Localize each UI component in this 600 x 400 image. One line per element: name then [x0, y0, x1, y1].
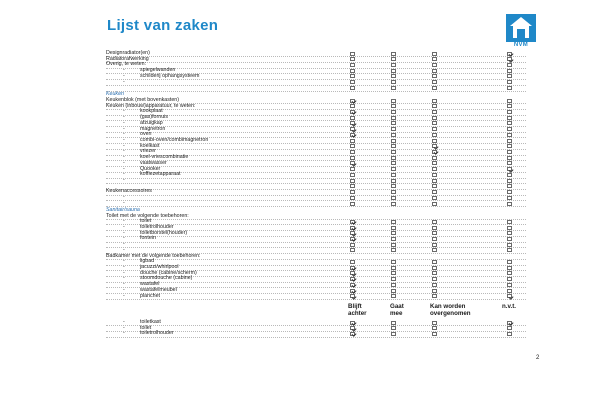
checkbox-nvt[interactable] [507, 283, 512, 287]
rows-label: kookplaat [140, 108, 163, 115]
rows-label: Sanitair/sauna [106, 206, 140, 213]
rows-label: (gas)fornuis [140, 114, 168, 121]
row-dash: - [123, 108, 125, 115]
rows-label: stoomdouche (cabine) [140, 275, 193, 282]
bottom_rows-label: toilet [140, 324, 152, 331]
checkbox-kan-worden-overgenomen[interactable] [432, 283, 437, 287]
checkbox-blijft-achter[interactable] [350, 260, 355, 264]
checkbox-blijft-achter[interactable] [350, 332, 355, 336]
column-header-nvt: n.v.t. [502, 303, 516, 310]
row-dash: - [123, 114, 125, 121]
checkbox-gaat-mee[interactable] [391, 190, 396, 194]
rows-label: afzuigkap [140, 119, 163, 126]
checkbox-nvt[interactable] [507, 52, 512, 56]
checkbox-blijft-achter[interactable] [350, 104, 355, 108]
rows-label: magnetron [140, 125, 166, 132]
checkbox-blijft-achter[interactable] [350, 167, 355, 171]
checkbox-nvt[interactable] [507, 139, 512, 143]
checkbox-gaat-mee[interactable] [391, 144, 396, 148]
checkbox-nvt[interactable] [507, 294, 512, 298]
checkbox-blijft-achter[interactable] [350, 156, 355, 160]
row-dash: - [123, 125, 125, 132]
checkbox-blijft-achter[interactable] [350, 99, 355, 103]
checkbox-gaat-mee[interactable] [391, 277, 396, 281]
row-dash: - [123, 269, 125, 276]
checkbox-nvt[interactable] [507, 144, 512, 148]
column-header-blijft-achter: Blijft achter [348, 303, 367, 317]
row-divider [106, 79, 526, 80]
checkbox-gaat-mee[interactable] [391, 167, 396, 171]
row-divider [106, 242, 526, 243]
row-dash: - [123, 218, 125, 225]
row-dash: - [123, 281, 125, 288]
row-divider [106, 149, 526, 150]
row-divider [106, 282, 526, 283]
checkbox-kan-worden-overgenomen[interactable] [432, 196, 437, 200]
checkbox-gaat-mee[interactable] [391, 57, 396, 61]
checkbox-kan-worden-overgenomen[interactable] [432, 289, 437, 293]
checkbox-gaat-mee[interactable] [391, 74, 396, 78]
checkbox-gaat-mee[interactable] [391, 294, 396, 298]
checkbox-blijft-achter[interactable] [350, 196, 355, 200]
checkbox-blijft-achter[interactable] [350, 326, 355, 330]
checkbox-blijft-achter[interactable] [350, 184, 355, 188]
checkbox-gaat-mee[interactable] [391, 69, 396, 73]
rows-label: wastafelmeubel [140, 286, 177, 293]
checkbox-blijft-achter[interactable] [350, 110, 355, 114]
checkbox-kan-worden-overgenomen[interactable] [432, 139, 437, 143]
checkbox-blijft-achter[interactable] [350, 133, 355, 137]
rows-label: jacuzzi/whirlpool [140, 264, 179, 271]
row-divider [106, 109, 526, 110]
checkbox-blijft-achter[interactable] [350, 294, 355, 298]
row-dash: - [123, 292, 125, 299]
checkbox-blijft-achter[interactable] [350, 52, 355, 56]
row-dash: - [123, 171, 125, 178]
checkbox-kan-worden-overgenomen[interactable] [432, 332, 437, 336]
row-divider [106, 206, 526, 207]
row-dash: - [123, 264, 125, 271]
rows-label: Keukenaccessoires [106, 188, 152, 195]
checkbox-blijft-achter[interactable] [350, 237, 355, 241]
checkbox-gaat-mee[interactable] [391, 237, 396, 241]
checkbox-kan-worden-overgenomen[interactable] [432, 167, 437, 171]
checkbox-blijft-achter[interactable] [350, 243, 355, 247]
row-divider [106, 195, 526, 196]
row-dash: - [123, 229, 125, 236]
checkbox-blijft-achter[interactable] [350, 173, 355, 177]
row-divider [106, 293, 526, 294]
rows-label: Toilet met de volgende toebehoren: [106, 212, 189, 219]
house-icon [506, 14, 536, 42]
checkbox-kan-worden-overgenomen[interactable] [432, 266, 437, 270]
checkbox-blijft-achter[interactable] [350, 127, 355, 131]
row-dash: - [123, 330, 125, 337]
checkbox-blijft-achter[interactable] [350, 202, 355, 206]
checkbox-blijft-achter[interactable] [350, 226, 355, 230]
checkbox-gaat-mee[interactable] [391, 139, 396, 143]
checkbox-kan-worden-overgenomen[interactable] [432, 321, 437, 325]
row-dash: - [123, 159, 125, 166]
checkbox-kan-worden-overgenomen[interactable] [432, 116, 437, 120]
checkbox-nvt[interactable] [507, 167, 512, 171]
checkbox-kan-worden-overgenomen[interactable] [432, 220, 437, 224]
row-divider [106, 178, 526, 179]
checkbox-gaat-mee[interactable] [391, 289, 396, 293]
checkbox-nvt[interactable] [507, 277, 512, 281]
checkbox-kan-worden-overgenomen[interactable] [432, 121, 437, 125]
checkbox-gaat-mee[interactable] [391, 243, 396, 247]
row-divider [106, 126, 526, 127]
checkbox-nvt[interactable] [507, 332, 512, 336]
checkbox-nvt[interactable] [507, 260, 512, 264]
checkbox-kan-worden-overgenomen[interactable] [432, 86, 437, 90]
checkbox-kan-worden-overgenomen[interactable] [432, 133, 437, 137]
row-dash: - [123, 324, 125, 331]
row-dash: - [123, 67, 125, 74]
checkbox-gaat-mee[interactable] [391, 196, 396, 200]
checkbox-gaat-mee[interactable] [391, 161, 396, 165]
checkbox-blijft-achter[interactable] [350, 179, 355, 183]
checkbox-kan-worden-overgenomen[interactable] [432, 179, 437, 183]
rows-label: Badkamer met de volgende toebehoren: [106, 252, 201, 259]
checkbox-gaat-mee[interactable] [391, 220, 396, 224]
checkbox-gaat-mee[interactable] [391, 248, 396, 252]
checkbox-blijft-achter[interactable] [350, 190, 355, 194]
row-divider [106, 219, 526, 220]
checkbox-gaat-mee[interactable] [391, 184, 396, 188]
checkbox-blijft-achter[interactable] [350, 277, 355, 281]
checkbox-nvt[interactable] [507, 80, 512, 84]
checkbox-blijft-achter[interactable] [350, 57, 355, 61]
checkbox-gaat-mee[interactable] [391, 80, 396, 84]
rows-label: koel-vriescombinatie [140, 154, 189, 161]
checkbox-kan-worden-overgenomen[interactable] [432, 127, 437, 131]
row-divider [106, 299, 526, 300]
checkbox-gaat-mee[interactable] [391, 173, 396, 177]
checkbox-kan-worden-overgenomen[interactable] [432, 190, 437, 194]
rows-label: fontein [140, 235, 156, 242]
rows-label: Keuken (inbouw)apparatuur, te weten: [106, 102, 196, 109]
checkbox-kan-worden-overgenomen[interactable] [432, 260, 437, 264]
checkbox-gaat-mee[interactable] [391, 104, 396, 108]
rows-label: Overig, te weten: [106, 61, 147, 68]
checkbox-blijft-achter[interactable] [350, 289, 355, 293]
bottom_rows-label: toiletrolhouder [140, 330, 174, 337]
checkbox-kan-worden-overgenomen[interactable] [432, 202, 437, 206]
checkbox-gaat-mee[interactable] [391, 326, 396, 330]
checkbox-gaat-mee[interactable] [391, 179, 396, 183]
checkbox-blijft-achter[interactable] [350, 144, 355, 148]
checkbox-gaat-mee[interactable] [391, 260, 396, 264]
checkbox-gaat-mee[interactable] [391, 116, 396, 120]
row-dash: - [123, 319, 125, 325]
checkbox-kan-worden-overgenomen[interactable] [432, 184, 437, 188]
checkbox-kan-worden-overgenomen[interactable] [432, 63, 437, 67]
checkbox-kan-worden-overgenomen[interactable] [432, 150, 437, 154]
checkbox-blijft-achter[interactable] [350, 271, 355, 275]
checkbox-kan-worden-overgenomen[interactable] [432, 248, 437, 252]
rows-label: koffiezetapparaat [140, 171, 181, 178]
checkbox-nvt[interactable] [507, 116, 512, 120]
checkbox-nvt[interactable] [507, 63, 512, 67]
logo-text: NVM [513, 42, 529, 48]
checkbox-gaat-mee[interactable] [391, 86, 396, 90]
checkbox-kan-worden-overgenomen[interactable] [432, 99, 437, 103]
rows-label: wastafel [140, 281, 160, 288]
column-header-gaat-mee: Gaat mee [390, 303, 404, 317]
checkbox-blijft-achter[interactable] [350, 69, 355, 73]
rows-label: toiletborstel(houder) [140, 229, 188, 236]
row-divider [106, 85, 526, 86]
checkbox-nvt[interactable] [507, 156, 512, 160]
checkbox-kan-worden-overgenomen[interactable] [432, 69, 437, 73]
checkbox-gaat-mee[interactable] [391, 283, 396, 287]
row-dash: - [123, 72, 125, 79]
row-divider [106, 189, 526, 190]
row-dash: - [123, 165, 125, 172]
checkbox-blijft-achter[interactable] [350, 63, 355, 67]
row-divider [106, 183, 526, 184]
checkbox-kan-worden-overgenomen[interactable] [432, 104, 437, 108]
checkbox-nvt[interactable] [507, 231, 512, 235]
checkbox-kan-worden-overgenomen[interactable] [432, 294, 437, 298]
row-divider [106, 337, 526, 338]
checkbox-kan-worden-overgenomen[interactable] [432, 161, 437, 165]
checkbox-gaat-mee[interactable] [391, 99, 396, 103]
rows-label: ligbad [140, 258, 155, 265]
checkbox-kan-worden-overgenomen[interactable] [432, 156, 437, 160]
checkbox-blijft-achter[interactable] [350, 121, 355, 125]
row-divider [106, 56, 526, 57]
checkbox-kan-worden-overgenomen[interactable] [432, 173, 437, 177]
row-divider [106, 247, 526, 248]
checkbox-nvt[interactable] [507, 220, 512, 224]
row-dash: - [123, 286, 125, 293]
checkbox-gaat-mee[interactable] [391, 63, 396, 67]
checkbox-nvt[interactable] [507, 173, 512, 177]
checkbox-nvt[interactable] [507, 57, 512, 61]
checkbox-blijft-achter[interactable] [350, 220, 355, 224]
checkbox-nvt[interactable] [507, 202, 512, 206]
checkbox-nvt[interactable] [507, 104, 512, 108]
checkbox-blijft-achter[interactable] [350, 86, 355, 90]
checkbox-gaat-mee[interactable] [391, 266, 396, 270]
row-dash: - [123, 275, 125, 282]
rows-label: douche (cabine/scherm) [140, 269, 197, 276]
checkbox-gaat-mee[interactable] [391, 271, 396, 275]
checkbox-nvt[interactable] [507, 326, 512, 330]
bottom_rows-label: toiletkast [140, 319, 161, 325]
row-dash: - [123, 131, 125, 138]
checkbox-blijft-achter[interactable] [350, 266, 355, 270]
row-dash: - [123, 224, 125, 230]
row-divider [106, 160, 526, 161]
checkbox-blijft-achter[interactable] [350, 321, 355, 325]
rows-label: toilet [140, 218, 152, 225]
row-dash: - [123, 119, 125, 126]
checkbox-nvt[interactable] [507, 69, 512, 73]
row-divider [106, 143, 526, 144]
row-divider [106, 62, 526, 63]
column-header-kan-worden-overgenomen: Kan worden overgenomen [430, 303, 471, 317]
checkbox-gaat-mee[interactable] [391, 110, 396, 114]
checkbox-kan-worden-overgenomen[interactable] [432, 74, 437, 78]
checkbox-blijft-achter[interactable] [350, 139, 355, 143]
row-dash: - [123, 148, 125, 155]
row-dash: - [123, 154, 125, 161]
checkbox-gaat-mee[interactable] [391, 127, 396, 131]
rows-label: schilderij ophangsysteem [140, 72, 200, 79]
rows-label: vaatwasser [140, 159, 167, 166]
checkbox-nvt[interactable] [507, 226, 512, 230]
row-dash: - [123, 78, 125, 85]
page-title: Lijst van zaken [107, 17, 219, 34]
checkbox-gaat-mee[interactable] [391, 52, 396, 56]
rows-label: Quooker [140, 165, 161, 172]
rows-label: toiletrolhouder [140, 224, 174, 230]
checkbox-gaat-mee[interactable] [391, 133, 396, 137]
checkbox-nvt[interactable] [507, 121, 512, 125]
checkbox-kan-worden-overgenomen[interactable] [432, 243, 437, 247]
checkbox-kan-worden-overgenomen[interactable] [432, 326, 437, 330]
checkbox-nvt[interactable] [507, 110, 512, 114]
checkbox-gaat-mee[interactable] [391, 121, 396, 125]
checkbox-nvt[interactable] [507, 266, 512, 270]
checkbox-gaat-mee[interactable] [391, 150, 396, 154]
rows-label: oven [140, 131, 152, 138]
rows-label: planchet [140, 292, 161, 299]
checkbox-kan-worden-overgenomen[interactable] [432, 80, 437, 84]
checkbox-nvt[interactable] [507, 74, 512, 78]
row-divider [106, 132, 526, 133]
checkbox-blijft-achter[interactable] [350, 116, 355, 120]
checkbox-blijft-achter[interactable] [350, 283, 355, 287]
row-divider [106, 91, 526, 92]
checkbox-kan-worden-overgenomen[interactable] [432, 52, 437, 56]
checkbox-kan-worden-overgenomen[interactable] [432, 226, 437, 230]
checkbox-nvt[interactable] [507, 196, 512, 200]
rows-label: Keuken [106, 91, 124, 98]
checkbox-blijft-achter[interactable] [350, 248, 355, 252]
page-number: 2 [536, 355, 540, 361]
checkbox-nvt[interactable] [507, 321, 512, 325]
checkbox-kan-worden-overgenomen[interactable] [432, 110, 437, 114]
checkbox-blijft-achter[interactable] [350, 231, 355, 235]
row-dash: - [123, 258, 125, 265]
row-dash: - [123, 241, 125, 248]
row-dash: - [123, 235, 125, 242]
checkbox-kan-worden-overgenomen[interactable] [432, 271, 437, 275]
rows-label: Keukenblok (met bovenkasten) [106, 96, 180, 103]
rows-label: vriezer [140, 148, 156, 155]
row-dash: - [123, 177, 125, 184]
checkbox-gaat-mee[interactable] [391, 226, 396, 230]
checkbox-gaat-mee[interactable] [391, 231, 396, 235]
checkbox-gaat-mee[interactable] [391, 321, 396, 325]
checkbox-kan-worden-overgenomen[interactable] [432, 57, 437, 61]
checkbox-nvt[interactable] [507, 179, 512, 183]
row-divider [106, 200, 526, 201]
checkbox-nvt[interactable] [507, 190, 512, 194]
checkbox-nvt[interactable] [507, 150, 512, 154]
row-dash: - [123, 142, 125, 149]
checkbox-blijft-achter[interactable] [350, 150, 355, 154]
rows-label: spiegelwanden [140, 67, 176, 74]
checkbox-nvt[interactable] [507, 161, 512, 165]
row-divider [106, 236, 526, 237]
checkbox-nvt[interactable] [507, 133, 512, 137]
checkbox-blijft-achter[interactable] [350, 74, 355, 78]
row-divider [106, 120, 526, 121]
row-divider [106, 166, 526, 167]
checkbox-gaat-mee[interactable] [391, 202, 396, 206]
rows-label: koelkast [140, 142, 160, 149]
row-dash: - [123, 199, 125, 206]
checkbox-blijft-achter[interactable] [350, 80, 355, 84]
checkbox-nvt[interactable] [507, 243, 512, 247]
checkbox-kan-worden-overgenomen[interactable] [432, 237, 437, 241]
checkbox-blijft-achter[interactable] [350, 161, 355, 165]
row-dash: - [123, 194, 125, 201]
checkbox-kan-worden-overgenomen[interactable] [432, 231, 437, 235]
checkbox-nvt[interactable] [507, 99, 512, 103]
checkbox-nvt[interactable] [507, 86, 512, 90]
rows-label: Radiatorafwerking [106, 55, 149, 62]
rows-label: combi-oven/combimagnetron [140, 137, 209, 143]
checkbox-gaat-mee[interactable] [391, 332, 396, 336]
row-dash: - [123, 137, 125, 143]
checkbox-nvt[interactable] [507, 237, 512, 241]
checkbox-nvt[interactable] [507, 248, 512, 252]
checkbox-nvt[interactable] [507, 184, 512, 188]
checkbox-nvt[interactable] [507, 271, 512, 275]
rows-label: Designradiator(en) [106, 50, 150, 56]
checkbox-gaat-mee[interactable] [391, 156, 396, 160]
row-dash: - [123, 246, 125, 253]
checkbox-nvt[interactable] [507, 289, 512, 293]
row-divider [106, 115, 526, 116]
checkbox-kan-worden-overgenomen[interactable] [432, 277, 437, 281]
checkbox-nvt[interactable] [507, 127, 512, 131]
checkbox-kan-worden-overgenomen[interactable] [432, 144, 437, 148]
row-divider [106, 325, 526, 326]
row-divider [106, 259, 526, 260]
